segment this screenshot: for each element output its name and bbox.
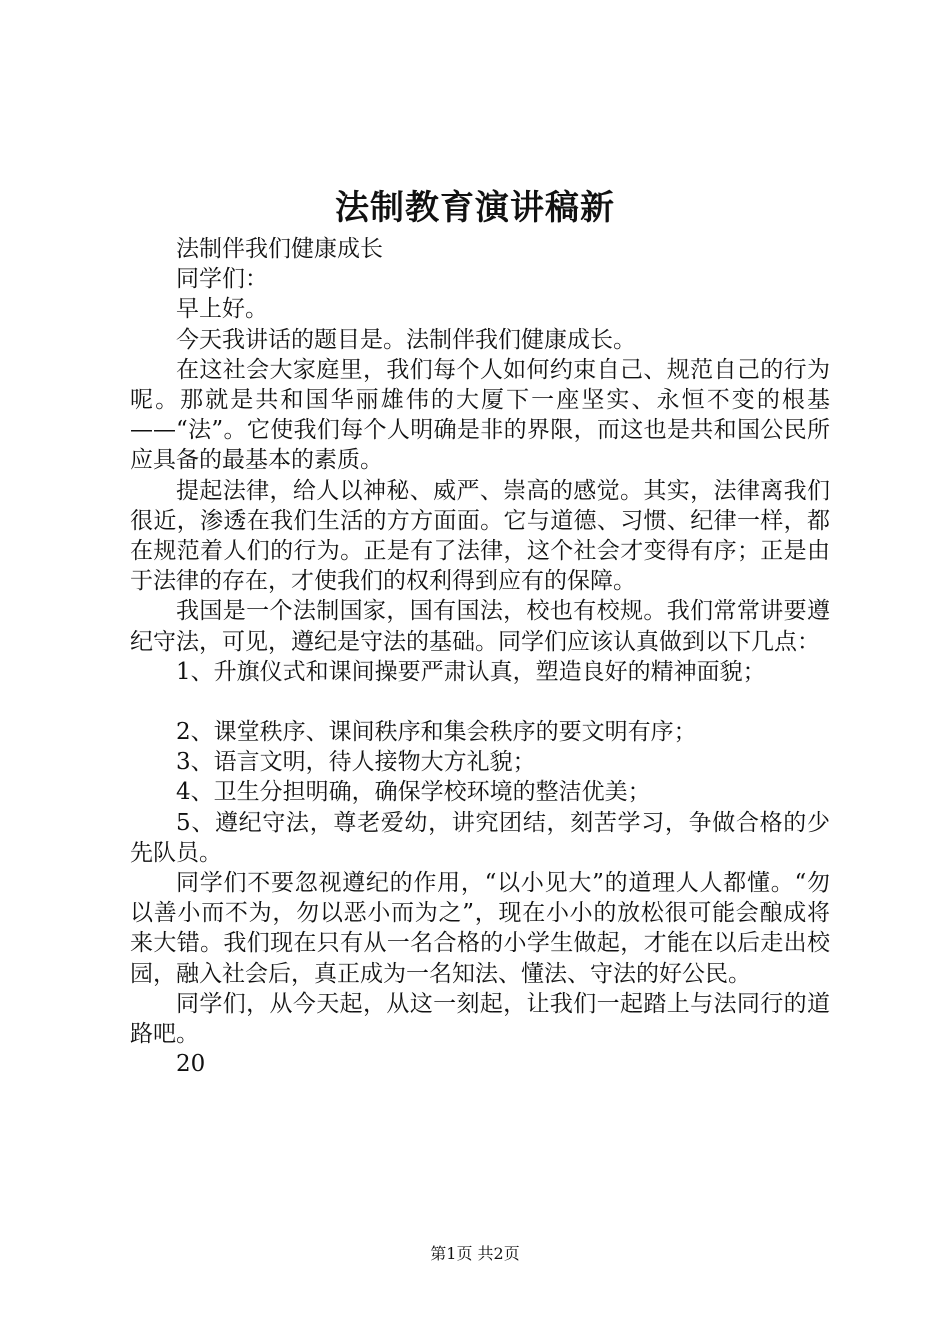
greeting-paragraph: 早上好。 xyxy=(176,296,268,323)
body-paragraph: 提起法律，给人以神秘、威严、崇高的感觉。其实，法律离我们很近，渗透在我们生活的方方面面。它与道德、习惯、纪律一样，都在规范着人们的行为。正是有了法律，这个社会才变得有序；正是由于法律的存在，才使我们的权利得到应有的保障。 xyxy=(130,477,830,595)
body-paragraph: 同学们不要忽视遵纪的作用，“以小见大”的道理人人都懂。“勿以善小而不为，勿以恶小而为之”，现在小小的放松很可能会酿成将来大错。我们现在只有从一名合格的小学生做起，才能在以后走出校园，融入社会后，真正成为一名知法、懂法、守法的好公民。 xyxy=(130,870,830,987)
document-body xyxy=(130,234,830,1079)
greeting-paragraph: 同学们： xyxy=(176,266,268,293)
list-item: 3、语言文明，待人接物大方礼貌； xyxy=(176,749,536,776)
trailing-text: 20 xyxy=(176,1051,206,1078)
body-paragraph: 今天我讲话的题目是。法制伴我们健康成长。 xyxy=(176,326,636,353)
list-item: 1、升旗仪式和课间操要严肃认真，塑造良好的精神面貌； xyxy=(176,658,766,685)
list-item: 5、遵纪守法，尊老爱幼，讲究团结，刻苦学习，争做合格的少先队员。 xyxy=(130,809,830,866)
list-item: 4、卫生分担明确，确保学校环境的整洁优美； xyxy=(176,779,651,806)
list-item: 2、课堂秩序、课间秩序和集会秩序的要文明有序； xyxy=(176,719,697,746)
page-footer: 第1页 共2页 xyxy=(430,1244,520,1263)
body-paragraph: 同学们，从今天起，从这一刻起，让我们一起踏上与法同行的道路吧。 xyxy=(130,990,830,1048)
body-paragraph: 在这社会大家庭里，我们每个人如何约束自己、规范自己的行为呢。那就是共和国华丽雄伟的大厦下一座坚实、永恒不变的根基——“法”。它使我们每个人明确是非的界限，而这也是共和国公民所应具备的最基本的素质。 xyxy=(130,356,830,474)
document-title: 法制教育演讲稿新 xyxy=(335,188,615,228)
subtitle-paragraph: 法制伴我们健康成长 xyxy=(176,236,383,262)
body-paragraph: 我国是一个法制国家，国有国法，校也有校规。我们常常讲要遵纪守法，可见，遵纪是守法的基础。同学们应该认真做到以下几点： xyxy=(130,598,830,655)
